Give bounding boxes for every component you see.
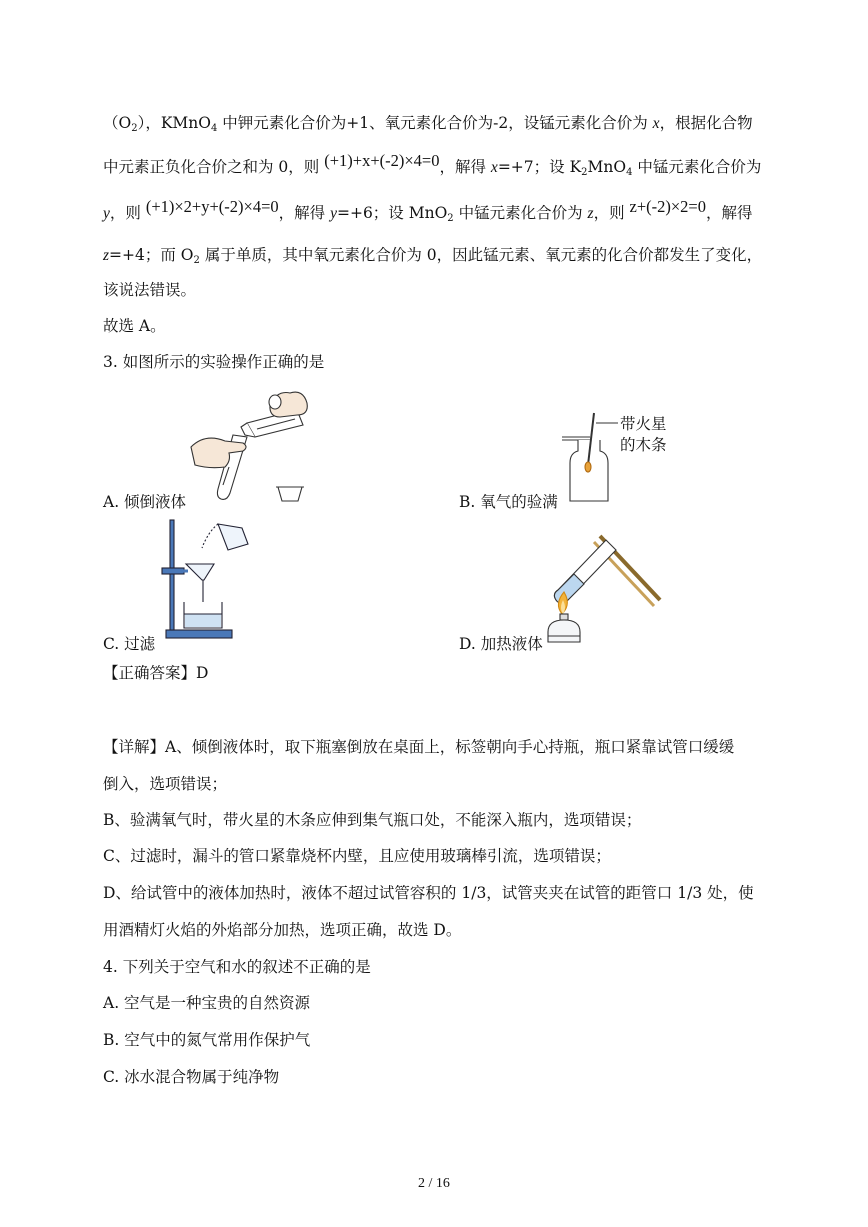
explanation-line-4: z=+4；而 $O_2$ 属于单质，其中氧元素化合价为 0，因此锰元素、氧元素的化合价都发生了变化，: [103, 246, 763, 266]
detail-line-4: C、过滤时，漏斗的管口紧靠烧杯内壁，且应使用玻璃棒引流，选项错误；: [103, 847, 611, 865]
equation-3: z+(-2)×2=0: [629, 197, 706, 216]
question-3-option-c: C. 过滤: [103, 635, 156, 653]
question-4-stem: 4. 下列关于空气和水的叙述不正确的是: [103, 958, 371, 976]
figure-pouring-liquid: [185, 385, 315, 510]
question-3-option-d: D. 加热液体: [459, 635, 543, 653]
question-4-option-c: C. 冰水混合物属于纯净物: [103, 1068, 280, 1086]
explanation-line-2: 中元素正负化合价之和为 0，则 (+1)+x+(-2)×4=0，解得 x=+7；设 $K_2MnO_4$ 中锰元素化合价为: [103, 151, 762, 178]
question-3-stem: 3. 如图所示的实验操作正确的是: [103, 353, 325, 371]
equation-1: (+1)+x+(-2)×4=0: [324, 151, 440, 170]
question-4-option-a: A. 空气是一种宝贵的自然资源: [103, 994, 311, 1012]
question-3-option-a: A. 倾倒液体: [103, 493, 187, 511]
detail-line-5: D、给试管中的液体加热时，液体不超过试管容积的 1/3，试管夹夹在试管的距管口 1/3 处，使: [103, 884, 754, 902]
question-4-option-b: B. 空气中的氮气常用作保护气: [103, 1031, 311, 1049]
question-3-option-b: B. 氧气的验满: [459, 493, 558, 511]
figure-heating-liquid: [540, 528, 670, 650]
explanation-line-5: 该说法错误。: [103, 281, 197, 299]
detail-line-1: 【详解】A、倾倒液体时，取下瓶塞倒放在桌面上，标签朝向手心持瓶，瓶口紧靠试管口缓缓: [103, 738, 735, 756]
figure-b-label-line-2: 的木条: [620, 436, 667, 454]
equation-2: (+1)×2+y+(-2)×4=0: [145, 197, 279, 216]
page-number: 2 / 16: [418, 1176, 450, 1191]
detail-line-2: 倒入，选项错误；: [103, 775, 228, 793]
explanation-line-1: $(O_2)$，KMnO$_4$ 中钾元素化合价为+1、氧元素化合价为-2，设锰元素化合价为 x，根据化合物: [103, 114, 753, 134]
detail-line-6: 用酒精灯火焰的外焰部分加热，选项正确，故选 D。: [103, 921, 462, 939]
detail-line-3: B、验满氧气时，带火星的木条应伸到集气瓶口处，不能深入瓶内，选项错误；: [103, 811, 642, 829]
figure-filtration: [158, 518, 253, 643]
question-3-answer: 【正确答案】D: [103, 664, 209, 682]
figure-b-label-line-1: 带火星: [620, 415, 667, 433]
explanation-line-3: y，则 (+1)×2+y+(-2)×4=0，解得 y=+6；设 MnO$_2$ 中锰元素化合价为 z，则 z+(-2)×2=0，解得: [103, 197, 753, 224]
conclusion-line: 故选 A。: [103, 317, 166, 335]
